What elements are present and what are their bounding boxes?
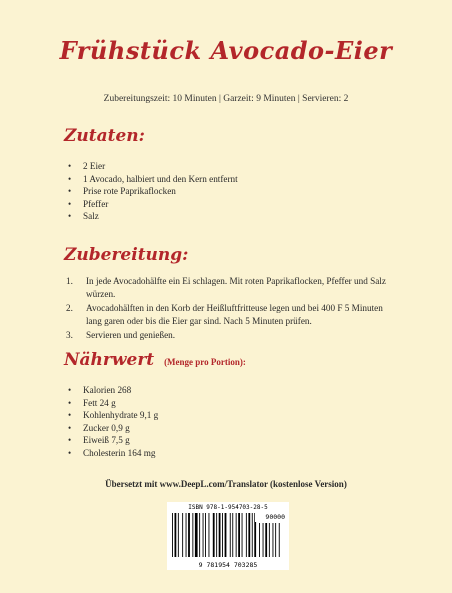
nutrition-heading: [64, 350, 246, 370]
recipe-title: Frühstück Avocado-Eier: [59, 36, 393, 65]
preparation-steps: [64, 275, 388, 344]
ingredients-heading: Zutaten:: [64, 126, 145, 146]
preparation-heading: Zubereitung:: [64, 245, 189, 265]
step-text: Servieren und genießen.: [86, 330, 176, 341]
preparation-step: [64, 302, 388, 327]
step-number: 2.: [66, 303, 73, 314]
isbn-digits: 9 781954 703285: [198, 561, 258, 569]
ingredient-item: • Prise rote Paprikaflocken: [64, 185, 238, 198]
recipe-meta: Zubereitungszeit: 10 Minuten | Garzeit: 9 Minuten | Servieren: 2: [103, 94, 349, 104]
translation-footer: Übersetzt mit www.DeepL.com/Translator (kostenlose Version): [105, 479, 347, 489]
ingredient-item: • Pfeffer: [64, 198, 238, 211]
nutrition-item: • Kalorien 268: [64, 384, 158, 397]
preparation-step: [64, 329, 388, 342]
step-text: In jede Avocadohälfte ein Ei schlagen. Mit roten Paprikaflocken, Pfeffer und Salz würzen.: [86, 276, 386, 299]
ingredient-item: • 1 Avocado, halbiert und den Kern entfernt: [64, 173, 238, 186]
step-number: 3.: [66, 330, 73, 341]
step-text: Avocadohälften in den Korb der Heißluftfritteuse legen und bei 400 F 5 Minuten lang garen oder bis die Eier gar sind. Nach 5 Minuten prüfen.: [86, 303, 383, 326]
nutrition-item: • Kohlenhydrate 9,1 g: [64, 409, 158, 422]
nutrition-item: • Cholesterin 164 mg: [64, 447, 158, 460]
ingredient-item: • 2 Eier: [64, 160, 238, 173]
isbn-barcode: [167, 502, 289, 570]
isbn-label: ISBN 978-1-954703-28-5: [188, 504, 268, 511]
nutrition-subheading: (Menge pro Portion):: [164, 357, 246, 367]
step-number: 1.: [66, 276, 73, 286]
nutrition-item: • Eiweiß 7,5 g: [64, 434, 158, 447]
nutrition-heading-text: Nährwert: [64, 350, 155, 370]
ingredients-list: [64, 160, 238, 223]
nutrition-list: [64, 384, 158, 460]
nutrition-item: • Zucker 0,9 g: [64, 422, 158, 435]
ingredient-item: • Salz: [64, 210, 238, 223]
preparation-step: [64, 275, 388, 300]
nutrition-item: • Fett 24 g: [64, 397, 158, 410]
price-code: 90000: [255, 513, 285, 522]
